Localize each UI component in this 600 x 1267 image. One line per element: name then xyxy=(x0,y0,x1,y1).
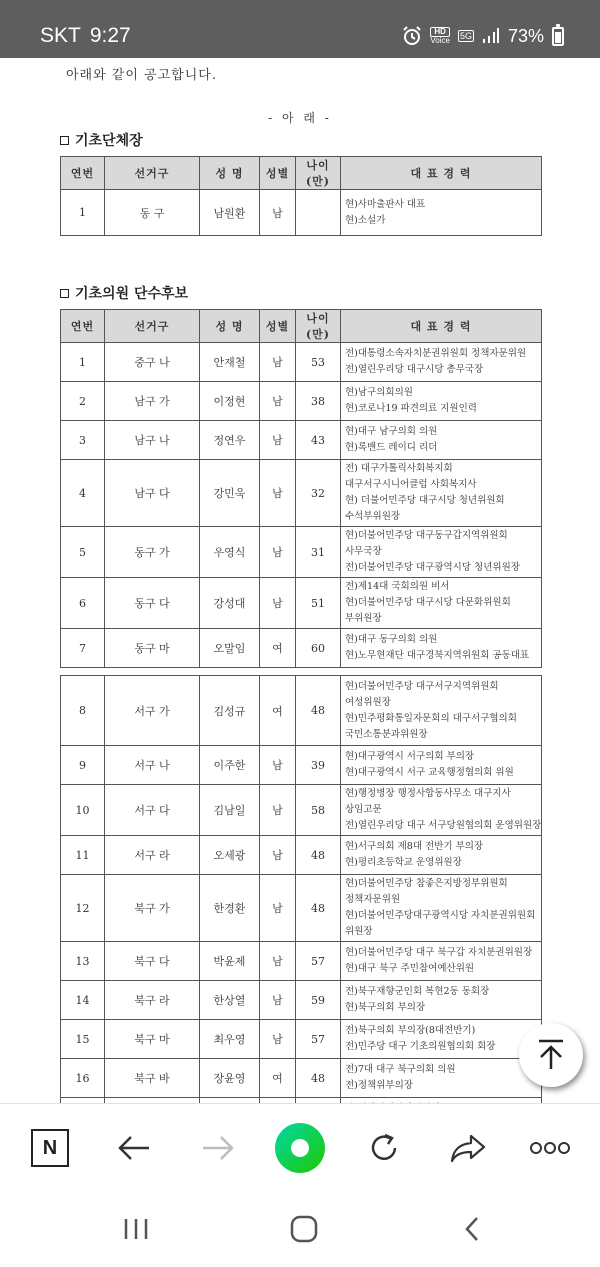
column-header: 성별 xyxy=(260,157,296,190)
age-cell: 57 xyxy=(296,942,341,981)
career-cell xyxy=(341,981,542,1020)
table-row xyxy=(61,578,542,629)
district-cell: 동구 마 xyxy=(105,629,200,668)
career-line: 전)7대 대구 북구의회 의원 xyxy=(345,1064,456,1075)
gender-cell: 남 xyxy=(260,836,296,875)
career-cell xyxy=(341,836,542,875)
career-line: 현)더불어민주당대구광역시당 자치분권위원회 xyxy=(345,910,536,921)
career-line: 전) 대구가톨릭사회복지회 xyxy=(345,463,453,474)
career-cell xyxy=(341,676,542,746)
name-cell: 한상열 xyxy=(200,981,260,1020)
row-number: 7 xyxy=(61,629,105,668)
row-number: 1 xyxy=(61,343,105,382)
gender-cell: 남 xyxy=(260,875,296,942)
browser-toolbar xyxy=(0,1103,600,1189)
table-row xyxy=(61,343,542,382)
hd-voice-icon xyxy=(430,27,450,45)
career-line: 현)사마출판사 대표 xyxy=(345,198,426,210)
network-label: 5G xyxy=(459,31,472,41)
career-cell xyxy=(341,421,542,460)
name-cell: 장윤영 xyxy=(200,1059,260,1098)
career-line: 전)열린우리당 대구 서구당원협의회 운영위원장 xyxy=(345,820,542,831)
career-cell xyxy=(341,629,542,668)
more-button[interactable] xyxy=(528,1126,572,1170)
hd-label: HD xyxy=(430,27,450,37)
signal-icon xyxy=(482,28,500,44)
career-line: 현)대구광역시 서구의회 부의장 xyxy=(345,751,475,762)
5g-icon xyxy=(458,30,474,42)
career-line: 전)정책위부의장 xyxy=(345,1080,413,1091)
career-line: 수석부위원장 xyxy=(345,511,401,522)
intro-text: 아래와 같이 공고합니다. xyxy=(66,68,217,83)
share-arrow-icon xyxy=(450,1133,486,1163)
career-line: 사무국장 xyxy=(345,546,382,557)
career-cell xyxy=(341,343,542,382)
career-cell xyxy=(341,527,542,578)
career-cell xyxy=(341,875,542,942)
name-cell: 강성대 xyxy=(200,578,260,629)
career-line: 부위원장 xyxy=(345,613,382,624)
column-header: 성별 xyxy=(260,310,296,343)
column-header: 연번 xyxy=(61,157,105,190)
table-row xyxy=(61,527,542,578)
career-line: 국민소통분과위원장 xyxy=(345,728,428,740)
clock-time: 9:27 xyxy=(89,24,131,47)
row-number: 2 xyxy=(61,382,105,421)
section1-title: 기초단체장 xyxy=(75,133,143,149)
square-bullet-icon xyxy=(60,289,69,298)
gender-cell: 남 xyxy=(260,343,296,382)
alarm-icon xyxy=(402,26,422,46)
table-row xyxy=(61,785,542,836)
green-dot-button[interactable] xyxy=(272,1120,328,1176)
name-cell: 이정현 xyxy=(200,382,260,421)
career-line: 현)코로나19 파견의료 지원인력 xyxy=(345,403,477,414)
age-cell: 43 xyxy=(296,421,341,460)
district-cell: 서구 라 xyxy=(105,836,200,875)
gender-cell: 여 xyxy=(260,629,296,668)
district-cell: 동 구 xyxy=(105,190,200,236)
gender-cell: 남 xyxy=(260,190,296,236)
naver-n-icon: N xyxy=(31,1129,69,1167)
career-line: 현)대구 남구의회 의원 xyxy=(345,426,438,437)
district-cell: 서구 나 xyxy=(105,746,200,785)
age-cell: 57 xyxy=(296,1020,341,1059)
career-cell xyxy=(341,460,542,527)
table-row xyxy=(61,676,542,746)
column-header: 성 명 xyxy=(200,310,260,343)
gender-cell: 남 xyxy=(260,785,296,836)
career-line: 현)대구 북구 주민참여예산위원 xyxy=(345,963,475,974)
career-line: 현)서구의회 제8대 전반기 부의장 xyxy=(345,841,484,852)
career-cell xyxy=(341,746,542,785)
table-row xyxy=(61,942,542,981)
naver-home-button[interactable] xyxy=(28,1126,72,1170)
name-cell: 오말임 xyxy=(200,629,260,668)
share-button[interactable] xyxy=(446,1126,490,1170)
age-cell: 38 xyxy=(296,382,341,421)
row-number: 11 xyxy=(61,836,105,875)
career-cell xyxy=(341,1020,542,1059)
row-number: 6 xyxy=(61,578,105,629)
name-cell: 오세광 xyxy=(200,836,260,875)
age-cell: 60 xyxy=(296,629,341,668)
name-cell: 김남일 xyxy=(200,785,260,836)
recent-apps-icon xyxy=(122,1217,150,1241)
row-number: 10 xyxy=(61,785,105,836)
gender-cell: 여 xyxy=(260,676,296,746)
district-cell: 남구 나 xyxy=(105,421,200,460)
table-row xyxy=(61,1020,542,1059)
career-line: 현)평리초등학교 운영위원장 xyxy=(345,857,462,868)
career-line: 전)더불어민주당 대구광역시당 청년위원장 xyxy=(345,562,520,573)
career-line: 현)민주평화통일자문회의 대구서구협의회 xyxy=(345,712,517,724)
career-line: 현)대구광역시 서구 교육행정협의회 위원 xyxy=(345,767,514,778)
row-number: 16 xyxy=(61,1059,105,1098)
district-cell: 동구 가 xyxy=(105,527,200,578)
name-cell: 김성규 xyxy=(200,676,260,746)
career-line: 현)더불어민주당 대구동구갑지역위원회 xyxy=(345,530,508,541)
page-break-spacer xyxy=(61,668,542,676)
career-line: 전)대통령소속자치분권위원회 정책자문위원 xyxy=(345,348,527,359)
more-dots-icon xyxy=(529,1141,571,1155)
age-cell: 39 xyxy=(296,746,341,785)
name-cell: 최우영 xyxy=(200,1020,260,1059)
scroll-to-top-button[interactable] xyxy=(519,1023,583,1087)
career-line: 현) 더불어민주당 대구시당 청년위원회 xyxy=(345,495,505,506)
career-line: 현)더불어민주당 대구 북구갑 자치분권위원장 xyxy=(345,947,533,958)
district-cell: 중구 나 xyxy=(105,343,200,382)
name-cell: 안재철 xyxy=(200,343,260,382)
career-cell xyxy=(341,1059,542,1098)
back-button[interactable] xyxy=(112,1126,156,1170)
career-line: 전)제14대 국회의원 비서 xyxy=(345,581,450,592)
recent-apps-button[interactable] xyxy=(116,1209,156,1249)
career-cell xyxy=(341,382,542,421)
name-cell: 강민욱 xyxy=(200,460,260,527)
district-cell: 북구 가 xyxy=(105,875,200,942)
age-cell: 48 xyxy=(296,836,341,875)
name-cell: 정연우 xyxy=(200,421,260,460)
career-line: 현)노무현재단 대구경북지역위원회 공동대표 xyxy=(345,650,530,661)
battery-icon xyxy=(552,27,564,46)
council-table xyxy=(60,309,542,1137)
career-line: 현)대구 동구의회 의원 xyxy=(345,634,438,645)
row-number: 9 xyxy=(61,746,105,785)
refresh-icon xyxy=(367,1131,401,1165)
square-bullet-icon xyxy=(60,136,69,145)
table-row xyxy=(61,746,542,785)
home-button[interactable] xyxy=(284,1209,324,1249)
home-icon xyxy=(289,1214,319,1244)
table-row xyxy=(61,421,542,460)
table-row xyxy=(61,981,542,1020)
career-line: 현)소설가 xyxy=(345,214,386,226)
career-line: 대구서구시니어클럽 사회복지사 xyxy=(345,479,477,490)
gender-cell: 남 xyxy=(260,981,296,1020)
career-line: 전)북구의회 부의장(8대전반기) xyxy=(345,1025,476,1036)
gender-cell: 남 xyxy=(260,421,296,460)
arrow-right-icon xyxy=(201,1134,235,1162)
career-line: 여성위원장 xyxy=(345,696,391,708)
gender-cell: 남 xyxy=(260,527,296,578)
name-cell: 우영식 xyxy=(200,527,260,578)
gender-cell: 남 xyxy=(260,460,296,527)
row-number: 3 xyxy=(61,421,105,460)
career-line: 위원장 xyxy=(345,926,373,937)
career-line: 현)북구의회 부의장 xyxy=(345,1002,426,1013)
table-row xyxy=(61,460,542,527)
district-cell: 북구 다 xyxy=(105,942,200,981)
battery-percent: 73% xyxy=(507,25,544,46)
column-header: 대 표 경 력 xyxy=(341,157,542,190)
refresh-button[interactable] xyxy=(362,1126,406,1170)
name-cell: 한경환 xyxy=(200,875,260,942)
career-line: 전)열린우리당 대구시당 총무국장 xyxy=(345,364,484,375)
age-cell: 48 xyxy=(296,676,341,746)
age-cell: 51 xyxy=(296,578,341,629)
career-cell xyxy=(341,785,542,836)
career-line: 현)록밴드 레이디 리더 xyxy=(345,442,438,453)
career-line: 전)민주당 대구 기초의원협의회 회장 xyxy=(345,1041,496,1052)
system-nav-bar xyxy=(0,1189,600,1267)
career-cell xyxy=(341,190,542,236)
row-number: 14 xyxy=(61,981,105,1020)
arrow-left-icon xyxy=(117,1134,151,1162)
table-row xyxy=(61,875,542,942)
age-cell: 48 xyxy=(296,875,341,942)
district-cell: 서구 가 xyxy=(105,676,200,746)
career-line: 전)북구재향군인회 복현2동 동회장 xyxy=(345,986,490,997)
row-number: 4 xyxy=(61,460,105,527)
voice-label: Voice xyxy=(430,36,450,45)
gender-cell: 여 xyxy=(260,1059,296,1098)
column-header: 나이(만) xyxy=(296,310,341,343)
gender-cell: 남 xyxy=(260,942,296,981)
career-cell xyxy=(341,578,542,629)
gender-cell: 남 xyxy=(260,1020,296,1059)
row-number: 5 xyxy=(61,527,105,578)
district-cell: 남구 다 xyxy=(105,460,200,527)
column-header: 선거구 xyxy=(105,310,200,343)
green-dot-icon xyxy=(273,1121,327,1175)
row-number: 1 xyxy=(61,190,105,236)
career-line: 현)행정병장 행정사합동사무소 대구지사 xyxy=(345,788,511,799)
career-line: 현)더불어민주당 대구시당 다문화위원회 xyxy=(345,597,511,608)
district-cell: 남구 가 xyxy=(105,382,200,421)
page-break-row xyxy=(61,668,542,676)
table-row xyxy=(61,382,542,421)
career-line: 현)남구의회의원 xyxy=(345,387,413,398)
age-cell: 58 xyxy=(296,785,341,836)
gender-cell: 남 xyxy=(260,746,296,785)
row-number: 15 xyxy=(61,1020,105,1059)
age-cell: 32 xyxy=(296,460,341,527)
system-back-button[interactable] xyxy=(452,1209,492,1249)
chevron-left-icon xyxy=(462,1215,482,1243)
table-row xyxy=(61,836,542,875)
district-cell: 북구 바 xyxy=(105,1059,200,1098)
age-cell: 53 xyxy=(296,343,341,382)
district-cell: 동구 다 xyxy=(105,578,200,629)
name-cell: 박윤제 xyxy=(200,942,260,981)
column-header: 성 명 xyxy=(200,157,260,190)
career-line: 현)더불어민주당 참좋은지방정부위원회 xyxy=(345,878,508,889)
gender-cell: 남 xyxy=(260,578,296,629)
section2-heading xyxy=(60,283,188,303)
table-row xyxy=(61,629,542,668)
column-header: 연번 xyxy=(61,310,105,343)
name-cell: 남원환 xyxy=(200,190,260,236)
age-cell: 48 xyxy=(296,1059,341,1098)
career-cell xyxy=(341,942,542,981)
arrow-up-icon xyxy=(536,1039,566,1071)
career-line: 정책자문위원 xyxy=(345,894,401,905)
row-number: 8 xyxy=(61,676,105,746)
table-row xyxy=(61,190,542,236)
career-line: 현)더불어민주당 대구서구지역위원회 xyxy=(345,680,499,692)
career-line: 상임고문 xyxy=(345,804,382,815)
row-number: 12 xyxy=(61,875,105,942)
section2-title: 기초의원 단수후보 xyxy=(75,286,189,302)
age-cell: 59 xyxy=(296,981,341,1020)
column-header: 대 표 경 력 xyxy=(341,310,542,343)
table-row xyxy=(61,1059,542,1098)
document-view[interactable] xyxy=(0,58,600,1103)
column-header: 나이(만) xyxy=(296,157,341,190)
center-heading: - 아 래 - xyxy=(268,111,332,125)
executive-table xyxy=(60,156,542,236)
district-cell: 북구 라 xyxy=(105,981,200,1020)
row-number: 13 xyxy=(61,942,105,981)
district-cell: 북구 마 xyxy=(105,1020,200,1059)
age-cell: 31 xyxy=(296,527,341,578)
district-cell: 서구 다 xyxy=(105,785,200,836)
age-cell xyxy=(296,190,341,236)
forward-button[interactable] xyxy=(196,1126,240,1170)
gender-cell: 남 xyxy=(260,382,296,421)
name-cell: 이주한 xyxy=(200,746,260,785)
carrier-label: SKT xyxy=(40,24,81,47)
section1-heading xyxy=(60,130,143,150)
column-header: 선거구 xyxy=(105,157,200,190)
